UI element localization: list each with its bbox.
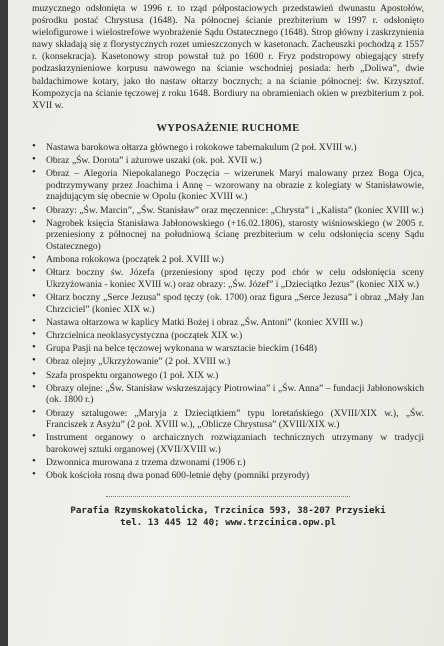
footer	[32, 505, 424, 529]
list-item: • Ambona rokokowa (początek 2 poł. XVIII w.)	[32, 254, 424, 266]
intro-paragraph: muzycznego odsłonięta w 1996 r. to rząd półpostaciowych przedstawień dwunastu Apostołów, pośrodku postać Chrystusa (1648). Na północnej ścianie prezbiterium w 1997 r. odsłonięto wielofigurowe i wielostrefowe wyobrażenie Sądu Ostatecznego (1648). Strop główny i zaskrzynienia nawy składają się z florystycznych rozet umieszczonych w kasetonach. Zacheuszki pochodzą z 1557 r. (konsekracja). Kasetonowy strop powstał tuż po 1600 r. Fryz podstropowy obiegający strefy podzaskrzynieniowe korpusu nawowego na ścianie wschodniej posiada: herb „Doliwa”, dwie baldachimowe kotary, jako tło nastaw ołtarzy bocznych; a na ścianie północnej: św. Krzysztof. Kompozycja na ścianie tęczowej z roku 1648. Bordiury na obramieniach okien w prezbiterium z poł. XVII w.	[32, 3, 424, 111]
footer-address: Parafia Rzymskokatolicka, Trzcinica 593, 38-207 Przysieki	[70, 504, 386, 516]
list-item: • Nastawa barokowa ołtarza głównego i rokokowe tabernakulum (2 poł. XVIII w.)	[32, 142, 424, 154]
document-sheet	[8, 0, 444, 646]
list-item: • Nastawa ołtarzowa w kaplicy Matki Bożej i obraz „Św. Antoni” (koniec XVIII w.)	[32, 317, 424, 329]
list-item: • Instrument organowy o archaicznych rozwiązaniach technicznych utrzymany w tradycji barokowej sztuki organowej (XVII/XVIII w.)	[32, 432, 424, 455]
list-item: • Dzwonnica murowana z trzema dzwonami (1906 r.)	[32, 457, 424, 469]
list-item: • Chrzcielnica neoklasycystyczna (początek XIX w.)	[32, 330, 424, 342]
list-item: • Obok kościoła rosną dwa ponad 600-letnie dęby (pomniki przyrody)	[32, 470, 424, 482]
list-item: • Obrazy sztalugowe: „Maryja z Dzieciątkiem” typu loretańskiego (XVIII/XIX w.), „Św. Franciszek z Asyżu” (2 poł. XVIII w.), „Oblicze Chrystusa” (XVIII/XIX w.)	[32, 408, 424, 431]
furnishings-list	[32, 142, 424, 482]
list-item: • Szafa prospektu organowego (1 poł. XIX w.)	[32, 370, 424, 382]
footer-contact: tel. 13 445 12 40; www.trzcinica.opw.pl	[120, 516, 336, 528]
list-item: • Obrazy olejne: „Św. Stanisław wskrzeszający Piotrowina” i „Św. Anna” – fundacji Jabłonowskich (ok. 1800 r.)	[32, 383, 424, 406]
list-item: • Grupa Pasji na belce tęczowej wykonana w warsztacie bieckim (1648)	[32, 343, 424, 355]
list-item: • Obraz „Św. Dorota” i ażurowe uszaki (ok. poł. XVII w.)	[32, 155, 424, 167]
list-item: • Ołtarz boczny „Serce Jezusa” spod tęczy (ok. 1700) oraz figura „Serce Jezusa” i obraz „Mały Jan Chrzciciel” (koniec XIX w.)	[32, 292, 424, 315]
list-item: • Obraz – Alegoria Niepokalanego Poczęcia – wizerunek Maryi malowany przez Boga Ojca, podtrzymywany przez Joachima i Annę – wzorowany na obrazie z kolegiaty w Stanisławowie, znajdującym się obecnie w Opolu (koniec XVIII w.)	[32, 168, 424, 203]
section-title: WYPOSAŻENIE RUCHOME	[156, 122, 300, 134]
list-item: • Ołtarz boczny św. Józefa (przeniesiony spod tęczy pod chór w celu odsłonięcia sceny Ukrzyżowania - koniec XVIII w.) oraz obrazy: „Św. Józef” i „Dzieciątko Jezus” (koniec XIX w.)	[32, 267, 424, 290]
list-item: • Obrazy: „Św. Marcin”, „Św. Stanisław” oraz męczennice: „Chrysta” i „Kalista” (koniec XVIII w.)	[32, 205, 424, 217]
dotted-separator	[106, 496, 349, 497]
list-item: • Obraz olejny „Ukrzyżowanie” (2 poł. XVIII w.)	[32, 356, 424, 368]
list-item: • Nagrobek księcia Stanisława Jabłonowskiego (+16.02.1806), starosty wiśniowskiego (w 2005 r. przeniesiony z północnej na południową ścianę prezbiterium w celu odsłonięcia sceny Sądu Ostatecznego)	[32, 218, 424, 253]
